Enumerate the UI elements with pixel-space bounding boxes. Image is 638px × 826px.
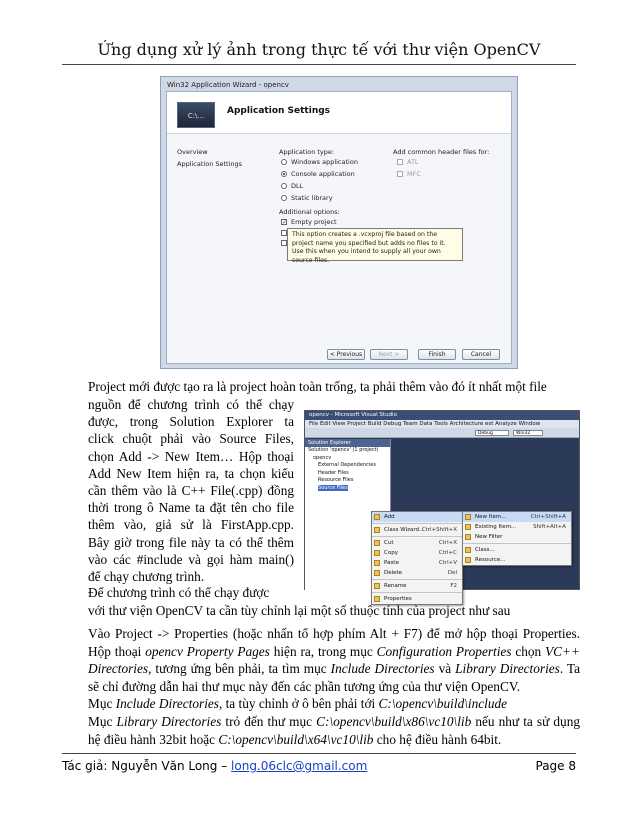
tree-source-files[interactable]: Source Files [318,484,348,491]
context-menu-item-shortcut: Ctrl+C [438,550,457,556]
left-text-line: chọn Add -> New Item… Hộp thoại [88,448,294,464]
intro-paragraph: Project mới được tạo ra là project hoàn toàn trống, ta phải thêm vào đó ít nhất một file [88,379,547,394]
solution-explorer-title: Solution Explorer [305,439,390,447]
add-submenu-item-shortcut: Shift+Alt+A [533,524,566,530]
context-menu-item[interactable] [372,568,462,578]
tree-external-deps[interactable]: External Dependencies [318,462,376,468]
add-submenu [462,511,572,566]
context-menu-item[interactable] [372,538,462,548]
add-submenu-item-shortcut: Ctrl+Shift+A [530,514,566,520]
add-submenu-item-label: New Filter [475,534,503,540]
atl-checkbox[interactable] [397,159,403,165]
previous-button[interactable]: < Previous [327,349,365,360]
context-menu-item-icon [374,560,380,566]
tree-resource-files[interactable]: Resource Files [318,477,354,483]
context-menu-item-shortcut: F2 [450,583,457,589]
add-submenu-item-label: Existing Item... [475,524,517,530]
footer-divider [62,753,576,754]
paragraph2-line1: Để chương trình có thể chạy được [88,585,270,600]
add-submenu-item-label: New Item... [475,514,507,520]
context-menu-item[interactable] [372,512,462,522]
common-headers-label: Add common header files for: [393,148,490,156]
context-menu-item[interactable] [372,525,462,535]
additional-options-label: Additional options: [279,208,340,216]
empty-project-checkbox[interactable]: ✓ [282,219,288,226]
context-menu-item-icon [374,540,380,546]
add-submenu-item[interactable] [463,555,571,565]
menu-separator [372,523,462,524]
wizard-title: Win32 Application Wizard - opencv [167,81,289,89]
add-submenu-item-icon [465,557,471,563]
app-type-label: Application type: [279,148,335,156]
context-menu-item-shortcut: Del [447,570,457,576]
context-menu-item-icon [374,570,380,576]
context-menu-item-label: Properties [384,596,412,602]
context-menu-item-icon [374,514,380,520]
context-menu-item-label: Class Wizard... [384,527,425,533]
mfc-label: MFC [407,170,421,178]
context-menu-item-label: Rename [384,583,407,589]
left-text-line: Add New Item hiện ra, ta chọn kiểu [88,465,294,481]
context-menu-item-shortcut: Ctrl+X [438,540,457,546]
footer [62,759,576,773]
context-menu-item[interactable] [372,558,462,568]
context-menu-item-icon [374,527,380,533]
nav-overview[interactable]: Overview [177,148,208,156]
footer-page-number: Page 8 [535,759,576,773]
context-menu-item-shortcut: Ctrl+V [438,560,457,566]
radio-static-lib-label: Static library [291,194,333,202]
vs-titlebar: opencv - Microsoft Visual Studio [305,411,579,420]
cancel-button[interactable]: Cancel [462,349,500,360]
context-menu-item-label: Cut [384,540,394,546]
menu-separator [463,543,571,544]
tree-project[interactable]: opencv [313,454,332,461]
add-submenu-item[interactable] [463,532,571,542]
left-text-line: để chạy chương trình. [88,569,205,584]
mfc-checkbox[interactable] [397,171,403,177]
page-header-title: Ứng dụng xử lý ảnh trong thực tế với thư viện OpenCV [97,40,541,59]
left-text-line: Bây giờ trong file này ta có thể thêm [88,534,294,550]
add-submenu-item[interactable] [463,545,571,555]
left-text-line: nguồn để chương trình có thể chạy [88,397,294,412]
radio-dll[interactable] [281,183,287,189]
add-submenu-item-label: Resource... [475,557,506,563]
add-submenu-item[interactable] [463,522,571,532]
left-text-line: thời trong ô Name ta đặt tên cho file [88,500,294,516]
context-menu [371,511,463,605]
radio-dll-label: DLL [291,182,304,190]
finish-button[interactable]: Finish [418,349,456,360]
radio-console-app[interactable] [281,171,287,177]
paragraph5: Mục Library Directories trỏ đến thư mục C:\opencv\build\x86\vc10\lib nếu như ta sử dụng hệ điều hành 32bit hoặc C:\opencv\build\x64\vc10\lib cho hệ điều hành 64bit. [88,714,580,747]
add-submenu-item-label: Class... [475,547,495,553]
footer-author: Tác giả: Nguyễn Văn Long – [62,759,232,773]
atl-label: ATL [407,158,419,166]
nav-application-settings[interactable]: Application Settings [177,160,243,168]
menu-separator [372,536,462,537]
paragraph4: Mục Include Directories, ta tùy chỉnh ở ô bên phải tới C:\opencv\build\include [88,696,508,711]
add-submenu-item-icon [465,534,471,540]
wizard-screenshot [160,76,518,369]
paragraph3: Vào Project -> Properties (hoặc nhấn tổ hợp phím Alt + F7) để mở hộp thoại Properties. Hộp thoại opencv Property Pages hiện ra, trong mục Configuration Properties chọn VC++ Directories, tương ứng bên phải, ta tìm mục Include Directories và Library Directories. Ta sẽ chỉ đường dẫn hai thư mục này đến các phần tương ứng của thư viện OpenCV. [88,626,581,694]
paragraph2-line2: với thư viện OpenCV ta cần tùy chỉnh lại một số thuộc tính của project như sau [88,603,511,618]
header-divider [62,64,576,65]
add-submenu-item-icon [465,547,471,553]
tree-header-files[interactable]: Header Files [318,469,349,476]
context-menu-item-shortcut: Ctrl+Shift+X [421,527,457,533]
left-text-line: được, trong Solution Explorer ta [88,414,294,430]
menu-separator [372,579,462,580]
context-menu-item-label: Delete [384,570,403,576]
wizard-heading: Application Settings [227,106,331,116]
context-menu-item-icon [374,550,380,556]
context-menu-item[interactable] [372,548,462,558]
next-button[interactable]: Next > [370,349,408,360]
add-submenu-item[interactable] [463,512,571,522]
visual-studio-screenshot [304,410,580,602]
context-menu-item-icon [374,583,380,589]
radio-windows-app[interactable] [281,159,287,165]
add-submenu-item-icon [465,524,471,530]
platform-combo[interactable]: Win32 [513,430,543,436]
radio-static-lib[interactable] [281,195,287,201]
context-menu-item-label: Copy [384,550,398,556]
wizard-logo-icon: C:\... [177,102,215,128]
radio-console-app-label: Console application [291,170,355,178]
radio-windows-app-label: Windows application [291,158,358,166]
context-menu-item-label: Paste [384,560,399,566]
menu-separator [372,592,462,593]
tree-solution[interactable]: Solution 'opencv' (1 project) [308,447,379,453]
left-text-line: vào các #include và gọi hàm main() [88,551,294,567]
footer-email-link[interactable]: long.06clc@gmail.com [231,759,368,773]
vs-menubar[interactable]: File Edit View Project Build Debug Team Data Tools Architecture est Analyze Window [305,420,579,428]
wizard-banner [167,92,511,134]
context-menu-item[interactable] [372,581,462,591]
empty-project-tooltip: This option creates a .vcxproj file based on the project name you specified but adds no files to it. Use this when you intend to supply all your own source files. [287,228,463,261]
add-submenu-item-icon [465,514,471,520]
context-menu-item-label: Add [384,514,395,520]
left-text-line: cần thêm vào là C++ File(.cpp) đồng [88,483,294,498]
vs-toolbar [305,428,579,438]
config-combo[interactable]: Debug [475,430,509,436]
wizard-body [166,91,512,364]
left-text-line: thêm vào, giả sử là FirstApp.cpp. [88,517,294,533]
left-text-line: click chuột phải vào Source Files, [88,431,294,447]
empty-project-label: Empty project [291,218,337,226]
